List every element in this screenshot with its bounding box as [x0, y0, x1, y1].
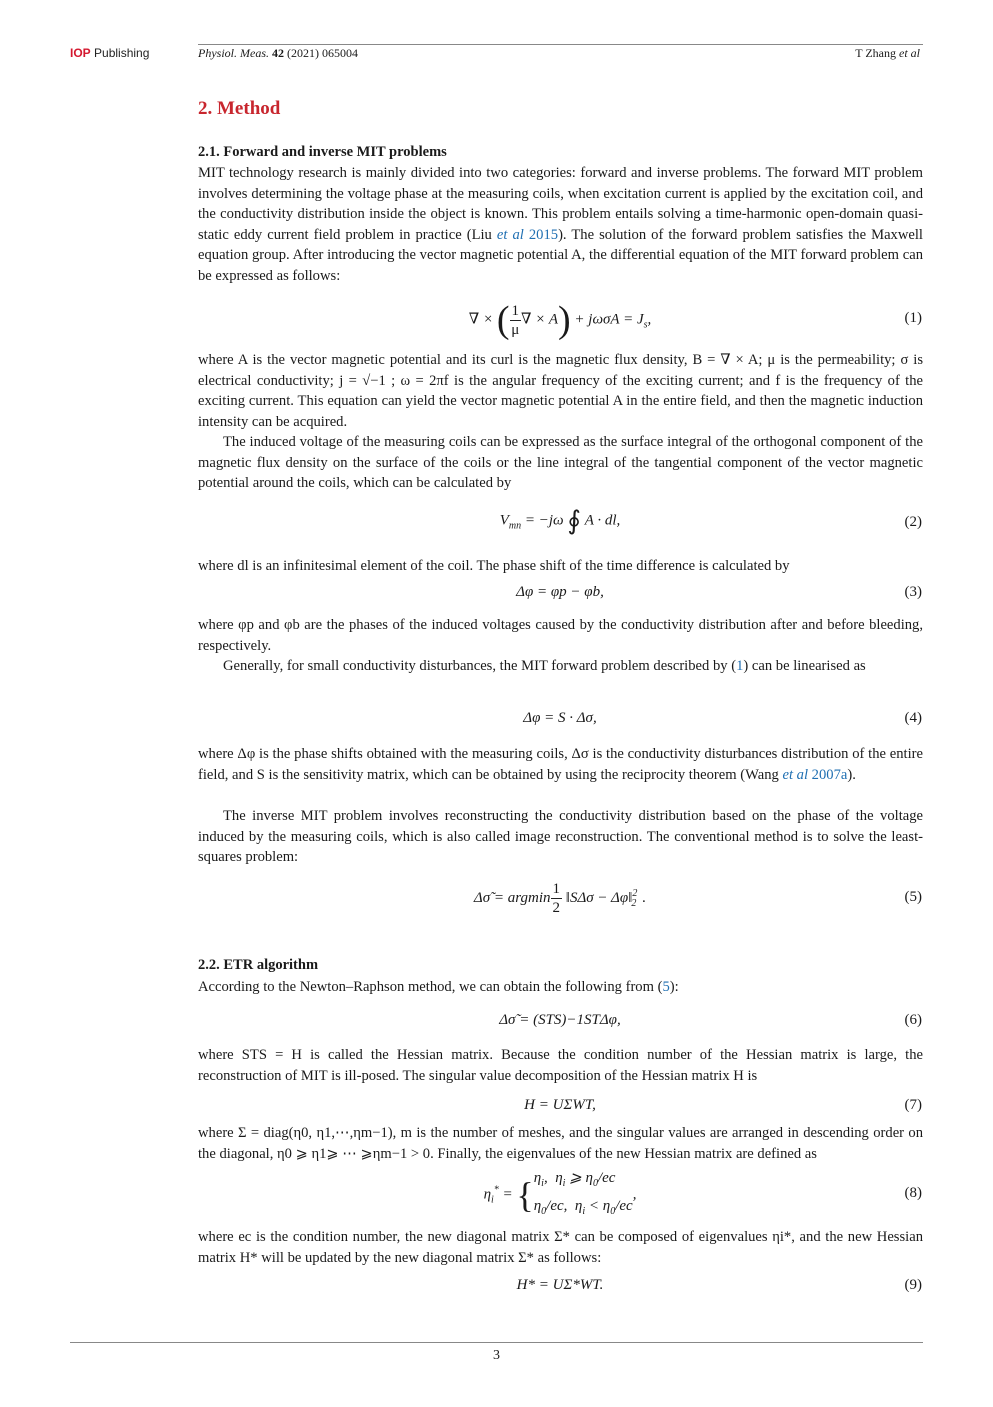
- paragraph-phase-shift: where dl is an infinitesimal element of the coil. The phase shift of the time difference is calculated by: [198, 558, 790, 574]
- footer-rule: [70, 1342, 923, 1343]
- paragraph-linearised: Generally, for small conductivity disturbances, the MIT forward problem described by (1) can be linearised as: [223, 658, 866, 674]
- paragraph-svd: where Σ = diag(η0, η1,⋯,ηm−1), m is the number of meshes, and the singular values are arranged in descending order on the diagonal, η0 ⩾ η1⩾ ⋯ ⩾ηm−1 > 0. Finally, the eigenvalues of the new Hessian matrix are defined as: [198, 1125, 923, 1162]
- subsection-title-etr: 2.2. ETR algorithm: [198, 957, 319, 973]
- equation-1: ∇ × ( $\frac{1}{\mu}$ ∇ × $A) + j\omega\sigma A = J_s$, (1): [468, 299, 922, 341]
- paragraph-newton-raphson: According to the Newton–Raphson method, we can obtain the following from (5):: [198, 979, 679, 995]
- citation-liu-etal[interactable]: et al: [496, 226, 524, 243]
- equation-ref-1[interactable]: 1: [736, 658, 744, 674]
- publisher-logo: IOP Publishing: [70, 46, 150, 60]
- paragraph-phases: where φp and φb are the phases of the induced voltages caused by the conductivity distribution after and before bleeding, respectively.: [198, 617, 923, 654]
- running-authors: T Zhang et al: [855, 46, 920, 60]
- paragraph-induced-voltage: The induced voltage of the measuring coils can be expressed as the surface integral of the orthogonal component of the magnetic flux density on the surface of the coils or the line integral of the tangential component of the vector magnetic potential around the coils, which can be calculated by: [198, 434, 923, 491]
- paragraph-sensitivity: where Δφ is the phase shifts obtained with the measuring coils, Δσ is the conductivity disturbances distribution of the entire field, and S is the sensitivity matrix, which can be obtained by using the reciprocity theorem (Wang et al 2007a).: [198, 746, 923, 783]
- paragraph-hessian: where STS = H is called the Hessian matrix. Because the condition number of the Hessian matrix is large, the reconstruction of MIT is ill-posed. The singular value decomposition of the Hessian matrix H is: [198, 1047, 923, 1084]
- paragraph-vector-potential: where A is the vector magnetic potential and its curl is the magnetic flux density, B = ∇ × A; μ is the permeability; σ is electrical conductivity; j = √−1 ; ω = 2πf is the angular frequency of the exciting current; and f is the frequency of the exciting current. This equation can yield the vector magnetic potential A in the entire field, and then the magnetic induction intensity can be acquired.: [198, 352, 923, 430]
- paragraph-inverse-problem: The inverse MIT problem involves reconstructing the conductivity distribution based on the phase of the voltage induced by the measuring coils, which is also called image reconstruction. The conventional method is to solve the least-squares problem:: [198, 808, 923, 865]
- citation-wang-year[interactable]: 2007a: [811, 766, 848, 783]
- paragraph-condition-number: where ec is the condition number, the new diagonal matrix Σ* can be composed of eigenvalues ηi*, and the new Hessian matrix H* will be updated by the new diagonal matrix Σ* as follows:: [198, 1229, 923, 1266]
- subsection-title-forward-inverse: 2.1. Forward and inverse MIT problems: [198, 144, 447, 160]
- equation-2: $V_{mn} = -j\omega$ ∮ A · dl, (2): [499, 506, 922, 535]
- citation-liu-year[interactable]: 2015: [528, 226, 559, 243]
- citation-wang-etal[interactable]: et al: [782, 766, 809, 783]
- equation-5: Δσ̃ = argmin $\frac{1}{2}$ ‖SΔσ − Δφ‖$^2_2$ . (5): [473, 881, 922, 916]
- equation-4: Δφ = S · Δσ, (4): [523, 710, 922, 726]
- equation-6: Δσ̃ = (STS)−1STΔφ, (6): [499, 1012, 922, 1028]
- section-title: 2. Method: [198, 98, 281, 119]
- equation-9: H* = UΣ*WT. (9): [516, 1277, 922, 1293]
- paragraph-forward-problem: MIT technology research is mainly divided into two categories: forward and inverse problems. The forward MIT problem involves determining the voltage phase at the measuring coils, when excitation current is applied by the excitation coil, and the conductivity distribution inside the object is known. This problem entails solving a time-harmonic open-domain quasi-static eddy current field problem in practice (Liu et al 2015). The solution of the forward problem satisfies the Maxwell equation group. After introducing the vector magnetic potential A, the differential equation of the MIT forward problem can be expressed as follows:: [198, 165, 923, 284]
- journal-citation: Physiol. Meas. 42 (2021) 065004: [198, 46, 358, 60]
- page-number: 3: [493, 1348, 500, 1363]
- header-rule: [198, 44, 923, 45]
- equation-8: $\eta_i^* = \{\eta_i$, $\eta_i$ ⩾ $\eta_0/ec$ $\eta_0/ec$, $\eta_i < \eta_0/ec$, (8): [483, 1170, 922, 1217]
- equation-3: Δφ = φp − φb, (3): [516, 584, 922, 600]
- equation-7: H = UΣWT, (7): [524, 1097, 922, 1113]
- equation-ref-5[interactable]: 5: [662, 979, 670, 995]
